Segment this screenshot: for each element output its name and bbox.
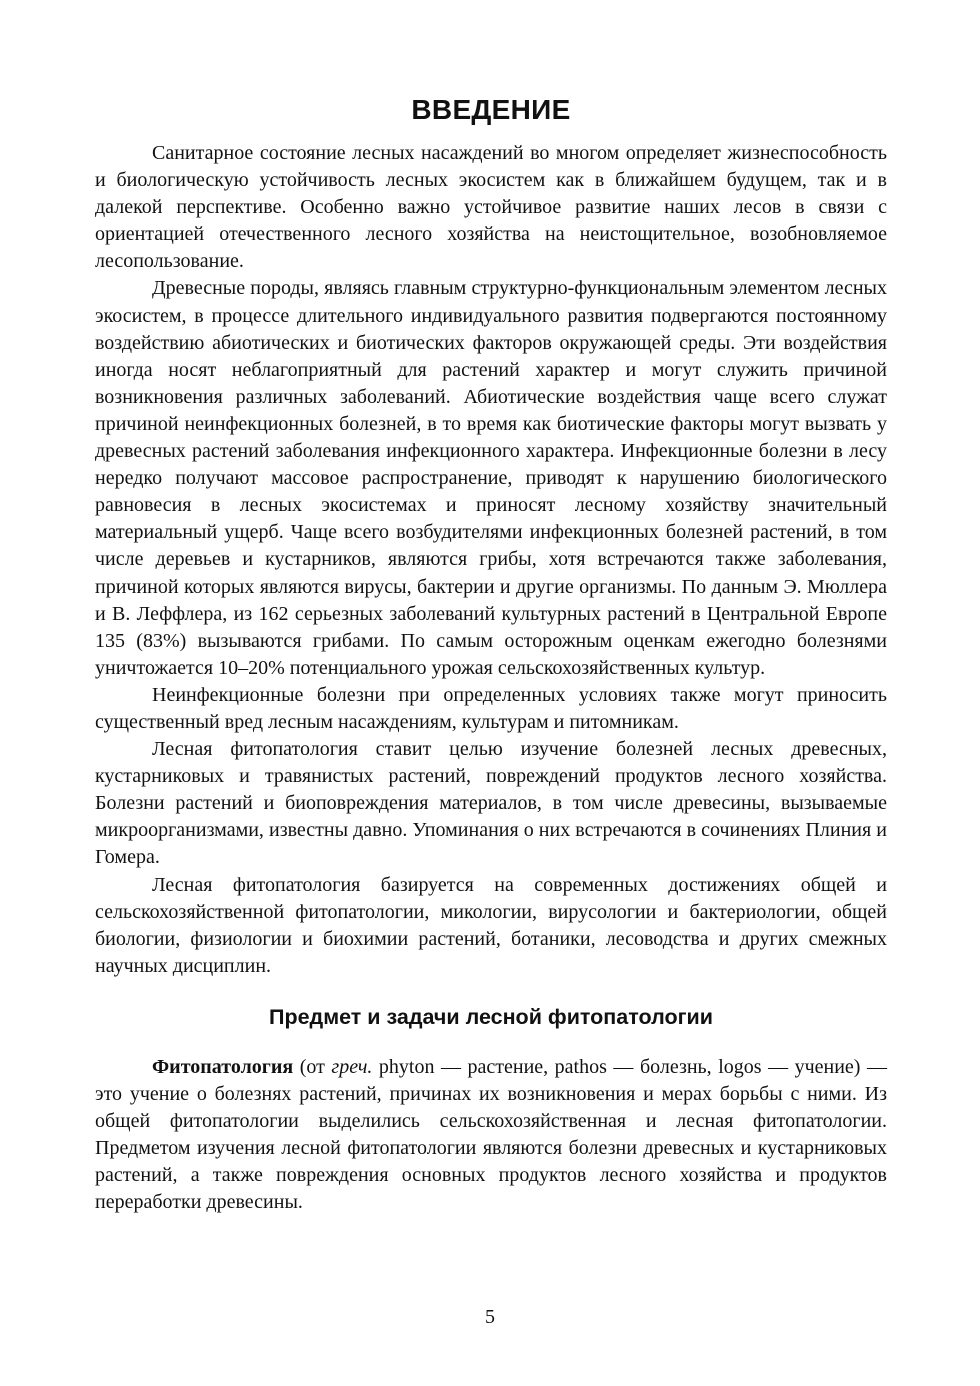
- page-number: 5: [485, 1306, 495, 1328]
- page-content: [95, 92, 887, 1216]
- definition-open: (от: [293, 1055, 332, 1078]
- intro-paragraph-5: Лесная фитопатология базируется на современных достижениях общей и сельскохозяйственной фитопатологии, микологии, вирусологии и бактериологии, общей биологии, физиологии и биохимии растений, ботаники, лесоводства и других смежных научных дисциплин.: [95, 873, 887, 977]
- section-title: Предмет и задачи лесной фитопатологии: [269, 1004, 713, 1029]
- definition-paragraph: [95, 1054, 887, 1217]
- definition-text: phyton — растение, pathos — болезнь, logos — учение) — это учение о болезнях растений, причинах их возникновения и мерах борьбы с ними. Из общей фитопатологии выделились сельскохозяйственная и лесная фитопатологии. Предметом изучения лесной фитопатологии являются болезни древесных и кустарниковых растений, а также повреждения основных продуктов лесного хозяйства и продуктов переработки древесины.: [95, 1055, 887, 1214]
- intro-paragraph-4: Лесная фитопатология ставит целью изучение болезней лесных древесных, кустарниковых и травянистых растений, повреждений продуктов лесного хозяйства. Болезни растений и биоповреждения материалов, в том числе древесины, вызываемые микроорганизмами, известны давно. Упоминания о них встречаются в сочинениях Плиния и Гомера.: [95, 738, 887, 869]
- definition-term: Фитопатология: [152, 1055, 294, 1078]
- intro-paragraph-1: Санитарное состояние лесных насаждений во многом определяет жизнеспособность и биологическую устойчивость лесных экосистем как в ближайшем будущем, так и в далекой перспективе. Особенно важно устойчивое развитие наших лесов в связи с ориентацией отечественного лесного хозяйства на неистощительное, возобновляемое лесопользование.: [95, 142, 887, 273]
- chapter-title: ВВЕДЕНИЕ: [411, 94, 571, 125]
- intro-paragraph-3: Неинфекционные болезни при определенных условиях также могут приносить существенный вред лесным насаждениям, культурам и питомникам.: [95, 683, 887, 733]
- intro-body: [95, 140, 887, 980]
- definition-language-abbr: греч.: [331, 1055, 373, 1078]
- intro-paragraph-2: Древесные породы, являясь главным структурно-функциональным элементом лесных экосистем, в процессе длительного индивидуального развития подвергаются постоянному воздействию абиотических и биотических факторов окружающей среды. Эти воздействия иногда носят неблагоприятный для растений характер и могут служить причиной возникновения различных заболеваний. Абиотические воздействия чаще всего служат причиной неинфекционных болезней, в то время как биотические факторы могут вызвать у древесных растений заболевания инфекционного характера. Инфекционные болезни в лесу нередко получают массовое распространение, приводят к нарушению биологического равновесия в лесных экосистемах и приносят лесному хозяйству значительный материальный ущерб. Чаще всего возбудителями инфекционных болезней растений, в том числе деревьев и кустарников, являются грибы, хотя встречаются также заболевания, причиной которых являются вирусы, бактерии и другие организмы. По данным Э. Мюллера и В. Леффлера, из 162 серьезных заболеваний культурных растений в Центральной Европе 135 (83%) вызываются грибами. По самым осторожным оценкам ежегодно болезнями уничтожается 10–20% потенциального урожая сельскохозяйственных культур.: [95, 277, 887, 679]
